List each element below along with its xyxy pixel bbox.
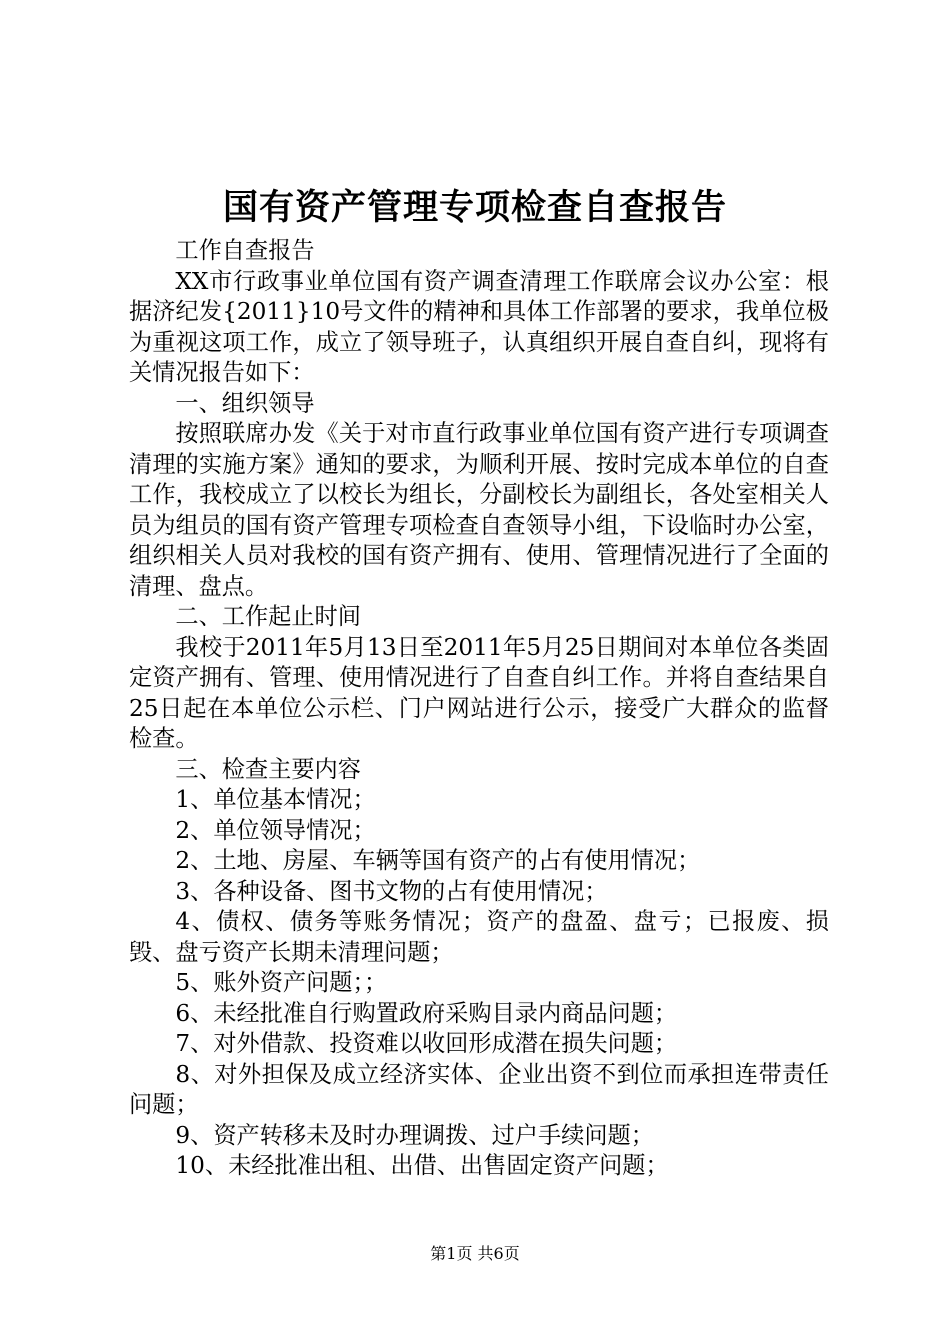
- list-item: 5、账外资产问题；；: [175, 969, 388, 996]
- list-item: 9、资产转移未及时办理调拨、过户手续问题；: [175, 1121, 654, 1149]
- paragraph-time-period: 我校于2011年5月13日至2011年5月25日期间对本单位各类固定资产拥有、管理、使用情况进行了自查自纠工作。并将自查结果自25日起在本单位公示栏、门户网站进行公示，接受广大群众的监督检查。: [129, 633, 829, 752]
- list-item: 1、单位基本情况；: [175, 786, 376, 813]
- list-item: 8、对外担保及成立经济实体、企业出资不到位而承担连带责任问题；: [129, 1060, 829, 1118]
- document-title: 国有资产管理专项检查自查报告: [222, 187, 727, 228]
- list-item: 2、单位领导情况；: [175, 816, 376, 844]
- paragraph-intro: XX市行政事业单位国有资产调查清理工作联席会议办公室：根据济纪发{2011}10号文件的精神和具体工作部署的要求，我单位极为重视这项工作，成立了领导班子，认真组织开展自查自纠，现将有关情况报告如下：: [129, 267, 829, 386]
- list-item: 4、债权、债务等账务情况；资产的盘盈、盘亏；已报废、损毁、盘亏资产长期未清理问题；: [129, 908, 829, 966]
- paragraph-report-heading: 工作自查报告: [175, 237, 315, 264]
- section-heading-organization: 一、组织领导: [175, 389, 315, 417]
- document-body: [129, 236, 829, 1182]
- list-item: 2、土地、房屋、车辆等国有资产的占有使用情况；: [175, 847, 701, 874]
- section-heading-inspection-content: 三、检查主要内容: [175, 755, 361, 783]
- page-number-footer: 第1页 共6页: [430, 1244, 520, 1263]
- list-item: 10、未经批准出租、出借、出售固定资产问题；: [175, 1152, 669, 1179]
- list-item: 7、对外借款、投资难以收回形成潜在损失问题；: [175, 1030, 678, 1057]
- section-heading-time-period: 二、工作起止时间: [175, 603, 361, 630]
- list-item: 3、各种设备、图书文物的占有使用情况；: [175, 877, 608, 905]
- paragraph-organization: 按照联席办发《关于对市直行政事业单位国有资产进行专项调查清理的实施方案》通知的要求，为顺利开展、按时完成本单位的自查工作，我校成立了以校长为组长，分副校长为副组长，各处室相关人员为组员的国有资产管理专项检查自查领导小组，下设临时办公室，组织相关人员对我校的国有资产拥有、使用、管理情况进行了全面的清理、盘点。: [129, 420, 829, 600]
- list-item: 6、未经批准自行购置政府采购目录内商品问题；: [175, 999, 678, 1027]
